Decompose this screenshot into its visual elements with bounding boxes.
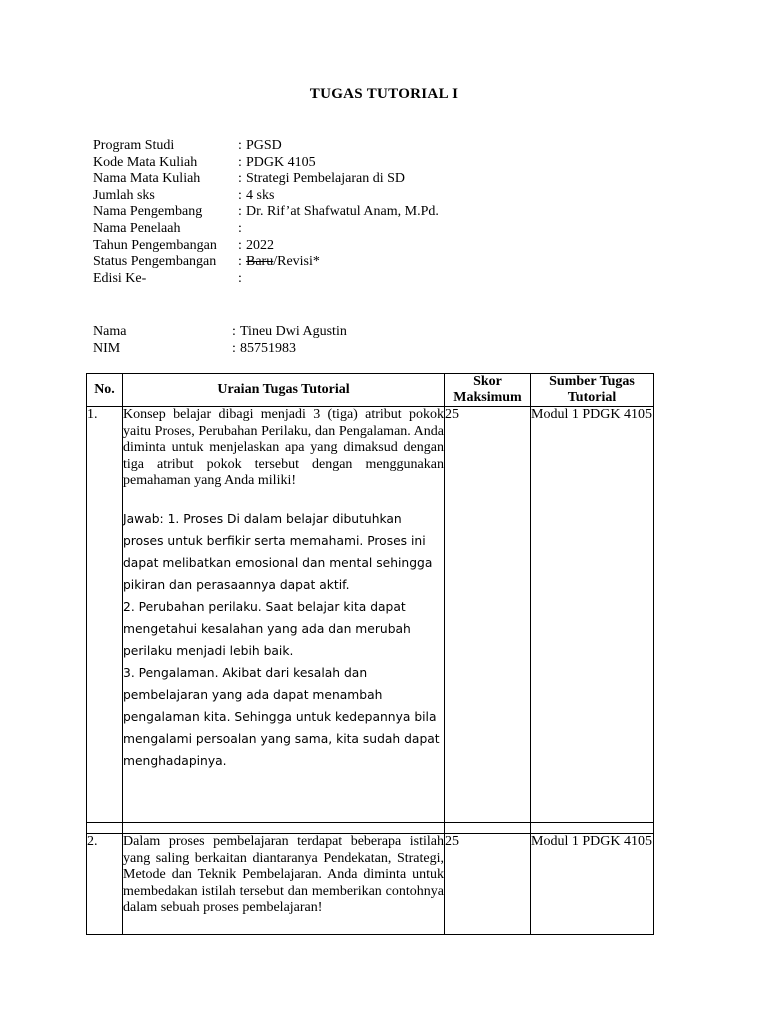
info-separator: : [238,270,242,286]
question-text: Dalam proses pembelajaran terdapat beberapa istilah yang saling berkaitan diantaranya Pendekatan, Strategi, Metode dan Teknik Pembelajaran. Anda diminta untuk membedakan istilah tersebut dan memberikan contohnya dalam sebuah proses pembelajaran! [123,834,444,915]
header-sumber [531,374,654,407]
student-nim-label: NIM [93,341,121,356]
answer-paragraph: 3. Pengalaman. Akibat dari kesalah dan pembelajaran yang ada dapat menambah pengalaman kita. Sehingga untuk kedepannya bila mengalami persoalan yang sama, kita sudah dapat menghadapinya. [123,665,440,768]
spacer-cell [87,823,123,834]
info-label: Tahun Pengembangan [93,237,217,253]
student-nim-value: 85751983 [240,341,296,356]
info-separator: : [238,187,242,203]
answer-block [123,508,444,772]
table-row [87,407,654,823]
info-row-status-pengembangan [93,254,439,271]
header-skor-line2: Maksimum [453,390,522,405]
student-nim-row [93,340,347,357]
course-info [93,138,439,287]
row-description [123,407,445,823]
row-skor: 25 [445,407,531,823]
student-name-row [93,323,347,340]
info-row-nama-pengembang [93,204,439,221]
tasks-table [86,373,654,935]
info-row-nama-penelaah [93,221,439,238]
info-label: Nama Penelaah [93,220,181,236]
row-skor: 25 [445,834,531,935]
student-name-value: Tineu Dwi Agustin [240,324,347,339]
table-spacer-row [87,823,654,834]
spacer-cell [123,823,445,834]
info-label: Kode Mata Kuliah [93,154,198,170]
student-name-label: Nama [93,324,127,339]
row-description [123,834,445,935]
row-number: 1. [87,407,123,823]
info-row-tahun-pengembangan [93,238,439,255]
spacer-cell [531,823,654,834]
header-skor-line1: Skor [473,374,502,389]
info-separator: : [238,254,242,270]
header-sumber-line2: Tutorial [567,390,617,405]
student-separator: : [232,324,236,339]
answer-paragraph: 2. Perubahan perilaku. Saat belajar kita dapat mengetahui kesalahan yang ada dan merubah perilaku menjadi lebih baik. [123,599,411,658]
row-source: Modul 1 PDGK 4105 [531,407,654,823]
info-label: Jumlah sks [93,187,155,203]
status-revisi: /Revisi* [273,254,320,270]
info-label: Nama Pengembang [93,204,203,220]
info-label: Status Pengembangan [93,254,217,270]
document-title: TUGAS TUTORIAL I [309,86,459,102]
status-baru-struck: Baru [246,254,274,270]
info-row-nama-mata-kuliah [93,171,439,188]
info-row-edisi [93,271,439,288]
header-uraian: Uraian Tugas Tutorial [123,374,445,407]
info-value: PDGK 4105 [246,154,316,170]
row-source: Modul 1 PDGK 4105 [531,834,654,935]
info-separator: : [238,204,242,220]
student-info [93,323,347,357]
spacer-cell [445,823,531,834]
info-value: Dr. Rif’at Shafwatul Anam, M.Pd. [246,204,439,220]
info-separator: : [238,237,242,253]
info-value: 4 sks [246,187,275,203]
info-separator: : [238,138,242,153]
student-separator: : [232,341,236,356]
table-header-row [87,374,654,407]
row-number: 2. [87,834,123,935]
info-label: Nama Mata Kuliah [93,171,201,187]
info-row-jumlah-sks [93,188,439,205]
info-value: 2022 [246,237,274,253]
table-row [87,834,654,935]
info-value: PGSD [246,138,282,153]
question-text: Konsep belajar dibagi menjadi 3 (tiga) atribut pokok yaitu Proses, Perubahan Perilaku, dan Pengalaman. Anda diminta untuk menjelaskan apa yang dimaksud dengan tiga atribut pokok tersebut dengan menggunakan pemahaman yang Anda miliki! [123,407,444,488]
header-sumber-line1: Sumber Tugas [549,374,635,389]
info-separator: : [238,220,242,236]
info-separator: : [238,154,242,170]
header-skor [445,374,531,407]
header-no: No. [87,374,123,407]
info-row-kode-mata-kuliah [93,155,439,172]
info-separator: : [238,171,242,187]
info-row-program-studi [93,138,439,155]
info-value: Strategi Pembelajaran di SD [246,171,406,187]
info-label: Edisi Ke- [93,270,147,286]
info-label: Program Studi [93,138,175,153]
answer-paragraph: Jawab: 1. Proses Di dalam belajar dibutuhkan proses untuk berfikir serta memahami. Proses ini dapat melibatkan emosional dan mental sehingga pikiran dan perasaannya dapat aktif. [123,511,433,592]
